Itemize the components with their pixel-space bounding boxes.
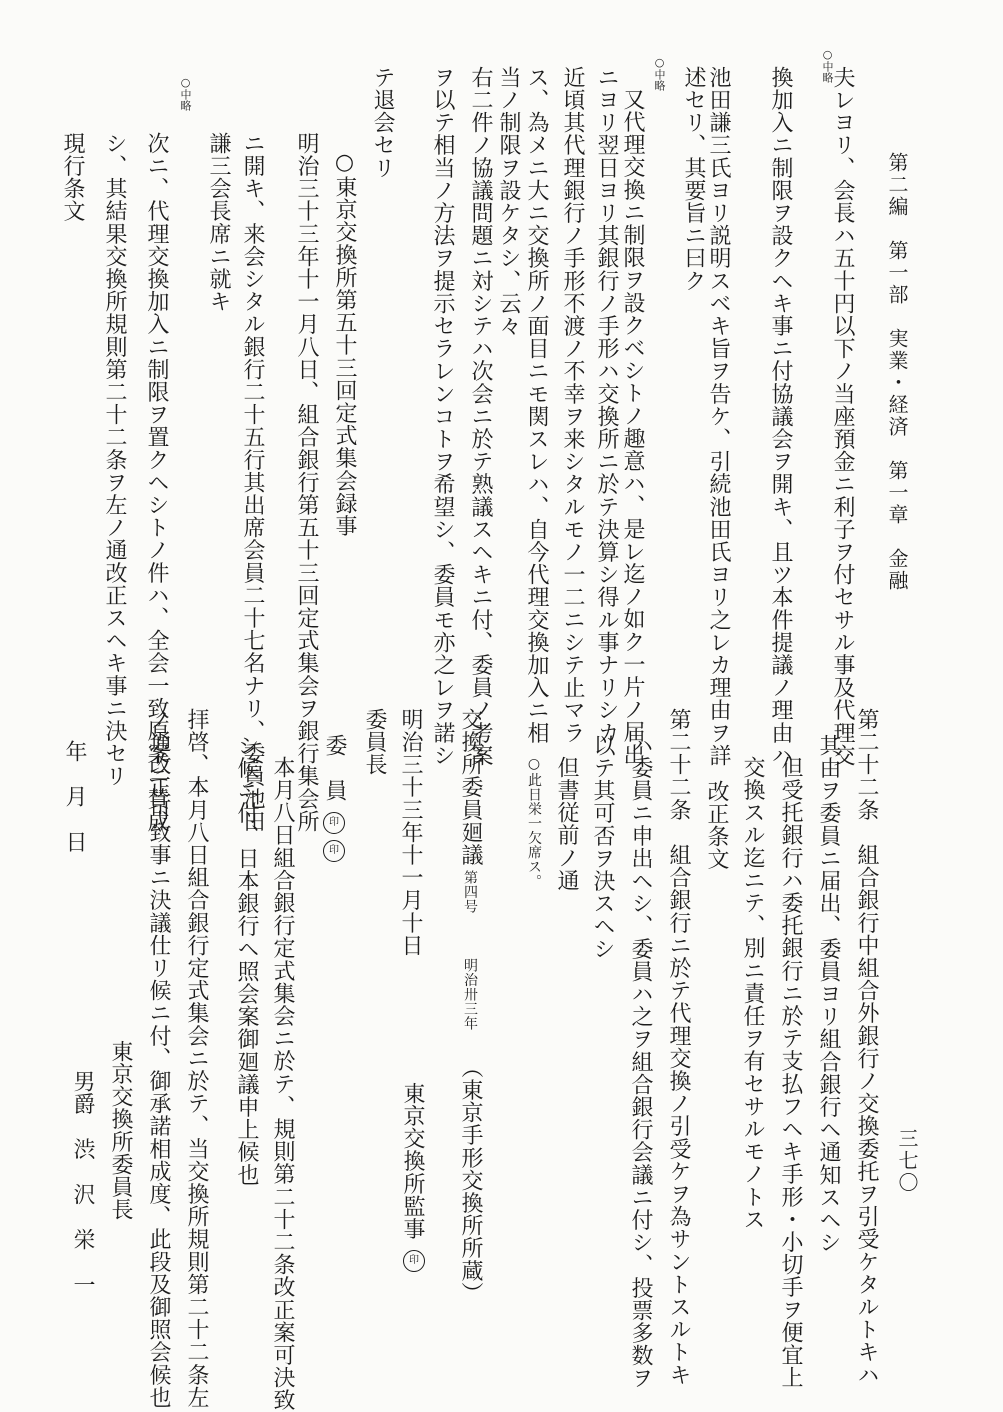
article-text: 交換スル迄ニテ、別ニ責任ヲ有セサルモノトス (740, 756, 765, 1231)
text-column: 又代理交換ニ制限ヲ設クベシトノ趣意ハ、是レ迄ノ如ク一片ノ届出 (620, 88, 645, 766)
circular-year: 明治卅三年 (462, 958, 478, 1031)
article-text: 第二十二条 組合銀行ニ於テ代理交換ノ引受ケヲ為サントスルトキ (666, 708, 691, 1386)
seal-mark: 印 (323, 840, 345, 862)
omission-note: ○中略 (653, 56, 666, 91)
article-text: 但受托銀行ハ委托銀行ニ於テ支払フヘキ手形・小切手ヲ便宜上 (778, 756, 803, 1389)
text-column: 現行条文 (60, 132, 85, 223)
signatory-name: 男爵 渋 沢 栄 一 (70, 1070, 95, 1296)
letter-body: ノ通改正可致事ニ決議仕リ候ニ付、御承諾相成度、此段及御照会候也 (146, 708, 171, 1409)
text-column: ニ開キ、来会シタル銀行二十五行其出席会員二十七名ナリ、委員池田 (240, 132, 265, 833)
omission-note: ○中略 (179, 76, 192, 111)
auditor-label: 東京交換所監事 (400, 1082, 425, 1241)
text-column: テ退会セリ (370, 66, 395, 179)
text-column: 次ニ、代理交換加入ニ制限ヲ置クヘシトノ件ハ、全会一致原案ニ賛成 (144, 132, 169, 833)
text-column: 謙三会長席ニ就キ (206, 132, 231, 313)
source-note: （東京手形交換所所蔵） (458, 1056, 483, 1305)
text-column: 池田謙三氏ヨリ説明スベキ旨ヲ告ケ、引続池田氏ヨリ之レカ理由ヲ詳 (706, 66, 731, 767)
section-heading: ○東京交換所第五十三回定式集会録事 (332, 150, 357, 538)
text-column: ニヨリ翌日ヨリ其銀行ノ手形ハ交換所ニ於テ決算シ得ル事ナリシカ (594, 66, 619, 744)
text-column: 夫レヨリ、会長ハ五十円以下ノ当座預金ニ利子ヲ付セサル事及代理交 (830, 66, 855, 767)
date-line: 明治三十三年十一月十日 (398, 708, 423, 957)
circular-title: 交換所委員廻議 (458, 708, 483, 867)
text-column: ス、為メニ大ニ交換所ノ面目ニモ関スレハ、自今代理交換加入ニ相 (524, 66, 549, 744)
text-column: ヲ以テ相当ノ方法ヲ提示セラレンコトヲ希望シ、委員モ亦之レヲ諾シ (430, 66, 455, 767)
article-text: 其由ヲ委員ニ届出、委員ヨリ組合銀行ヘ通知スヘシ (816, 734, 841, 1254)
article-text: 以テ其可否ヲ決スヘシ (590, 734, 615, 960)
text-column: 明治三十三年十一月八日、組合銀行第五十三回定式集会ヲ銀行集会所 (294, 132, 319, 833)
running-title: 第二編 第一部 実業・経済 第一章 金融 (885, 152, 909, 592)
omission-note: ○中略 (821, 48, 834, 83)
circular-body: 本月八日組合銀行定式集会ニ於テ、規則第二十二条改正案可決致 (270, 756, 295, 1412)
circular-body: シ候ニ付、日本銀行ヘ照会案御廻議申上候也 (234, 734, 259, 1186)
text-column: 当ノ制限ヲ設ケタシ、云々 (496, 66, 521, 338)
signatory-title: 東京交換所委員長 (108, 1040, 133, 1221)
section-label: 改正条文 (704, 780, 729, 871)
seal-mark: 印 (323, 812, 345, 834)
circular-number: 第四号 (462, 870, 478, 914)
text-column: 換加入ニ制限ヲ設クヘキ事ニ付協議会ヲ開キ、且ツ本件提議ノ理由ハ (768, 66, 793, 767)
letter-body: 拝啓、本月八日組合銀行定式集会ニ於テ、当交換所規則第二十二条左 (184, 708, 209, 1409)
article-text: 但書従前ノ通 (554, 756, 579, 892)
text-column: シ、其結果交換所規則第二十二条ヲ左ノ通改正スヘキ事ニ決セリ (102, 132, 127, 788)
chairman-label: 委員長 (362, 708, 387, 776)
article-text: ハ委員ニ申出ヘシ、委員ハ之ヲ組合銀行会議ニ付シ、投票多数ヲ (628, 734, 653, 1390)
article-text: 第二十二条 組合銀行中組合外銀行ノ交換委托ヲ引受ケタルトキハ (854, 708, 879, 1386)
text-column: 近頃其代理銀行ノ手形不渡ノ不幸ヲ来シタルモノ一二ニシテ止マラ (560, 66, 585, 744)
page-number: 三七〇 (895, 1128, 919, 1194)
text-column: 述セリ、其要旨ニ曰ク (681, 66, 706, 292)
text-column: 右二件ノ協議問題ニ対シテハ次会ニ於テ熟議スヘキニ付、委員ノ考案 (468, 66, 493, 767)
seal-mark: 印 (403, 1250, 425, 1272)
attendance-note: ○此日栄一欠席ス。 (526, 756, 542, 889)
member-label: 委 員 (322, 734, 347, 802)
letter-date: 年 月 日 (62, 740, 87, 853)
